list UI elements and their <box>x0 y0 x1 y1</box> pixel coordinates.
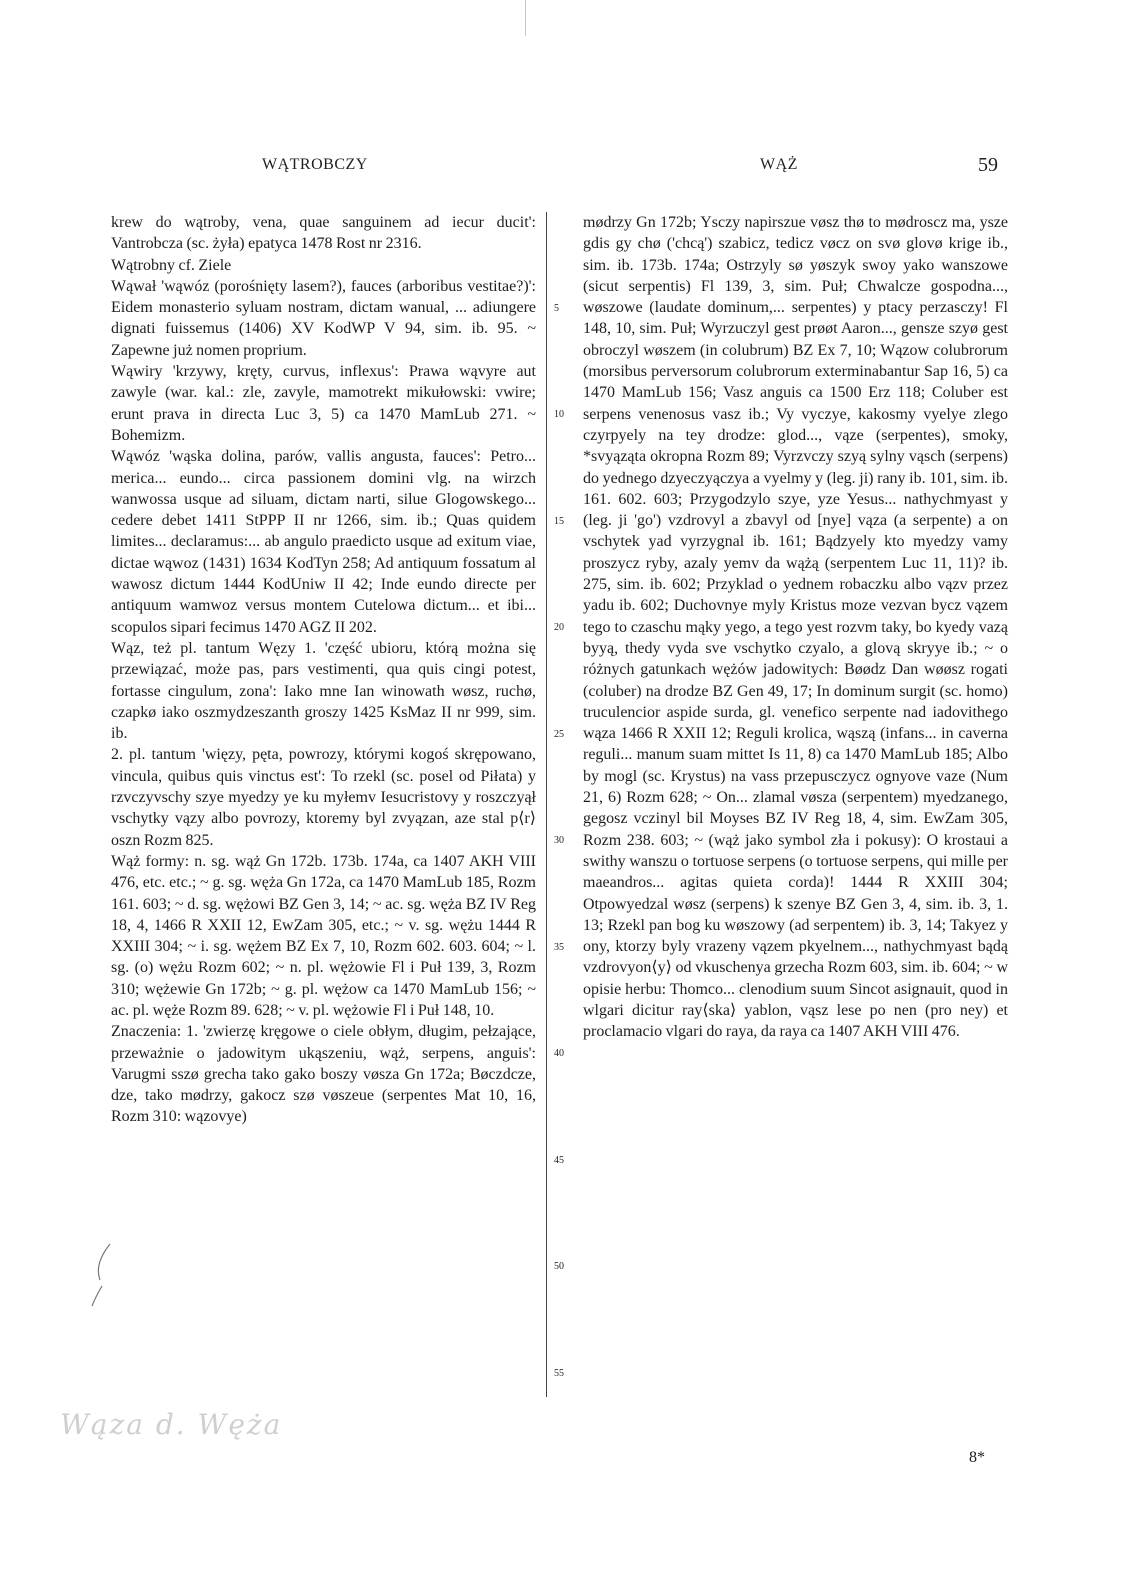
entry-text: Wąwóz 'wąska dolina, parów, vallis angusta, fauces': Petro... merica... eundo... circa passionem domini vlg. na wirzch wanwossa usque ad siluam, dictam narti, silue Glogowskego... cedere debet 1411 StPPP II nr 1266, sim. ib.; Quas quidem limites... declaramus:... ab angulo praedicto usque ad exitum viae, dictae wąwoz (1431) 1634 KodTyn 258; Ad antiquum fossatum al wawosz dictum 1444 KodUniw II 42; Inde eundo directe per antiquum wamwoz versus montem Cutelowa dictum... et ibi... scopulos sipari fecimus 1470 AGZ II 202. <box>111 448 536 636</box>
line-number: 20 <box>554 622 564 633</box>
line-number: 30 <box>554 835 564 846</box>
line-number: 45 <box>554 1155 564 1166</box>
running-head-right: WĄŻ <box>760 156 798 173</box>
line-number: 40 <box>554 1048 564 1059</box>
entry-text: Wątrobny cf. Ziele <box>111 256 232 274</box>
margin-bracket-mark <box>88 1240 118 1310</box>
entry-text: 2. pl. tantum 'więzy, pęta, powrozy, którymi kogoś skrępowano, vincula, quibus quis vinctus est': To rzekl (sc. posel od Piłata) y rzvczyvschy szye myedzy ye ku myłemv Iesucristovy y roszczyął vschytky vązy albo povrozy, ktoremy byl zvyązan, aze stal p⟨r⟩oszn Rozm 825. <box>111 746 536 849</box>
entry-text: Wąwał 'wąwóz (porośnięty lasem?), fauces (arboribus vestitae?)': Eidem monasterio syluam nostram, dictam wanual, ... adiungere dignati fuissemus (1406) XV KodWP V 94, sim. ib. 95. ~ Zapewne już nomen proprium. <box>111 277 536 359</box>
running-head-left: WĄTROBCZY <box>262 156 368 173</box>
entry-text: Znaczenia: 1. 'zwierzę kręgowe o ciele obłym, długim, pełzające, przeważnie o jadowitym ukąszeniu, wąż, serpens, anguis': Varugmi sszø grecha tako gako boszy vøsza Gn 172a; Bøczdcze, dze, tako mødrzy, gakocz szø vøszeue (serpentes Mat 10, 16, Rozm 310: wązovye) <box>111 1023 536 1126</box>
entry-text: mødrzy Gn 172b; Ysczy napirszue vøsz thø to mødroscz ma, ysze gdis gy chø ('chcą') szabicz, tedicz vøcz on svø glovø krige ib., sim. ib. 173b. 174a; Ostrzyly sø yøszyk swoy yako wanszowe (sicut serpentis) Fl 139, 3, sim. Puł; Chwalcze gospodna..., wøszowe (laudate dominum,... serpentes) y ptacy perzasczy! Fl 148, 10, sim. Puł; Wyrzuczyl gest prøøt Aaron..., gensze szyø gest obroczyl wøszem (in colubrum) BZ Ex 7, 10; Wązow colubrorum (morsibus perversorum colubrorum exterminabantur Sap 16, 5) ca 1470 MamLub 156; Vasz anguis ca 1500 Erz 118; Coluber est serpens venenosus vasz ib.; Vy vyczye, kakosmy vyelye zlego czyrpyely na tey drodze: glod..., vąze (serpentes), smoky, *svyąząta okropna Rozm 89; Vyrzvczy szyą sylny vąsch (serpens) do yednego dzyeczyączya a vyelmy y (leg. ji) rany ib. 101, sim. ib. 161. 602. 603; Przygodzylo szye, yze Yesus... nathychmyast y (leg. ji 'go') vzdrovyl a zbavyl od [nye] vąza (a serpente) a on vschytek yad vyrzygnal ib. 161; Bądzyely kto myedzy vamy proszycz ryby, azaly yemv da wążą (serpentem Luc 11, 11)? ib. 275, sim. ib. 602; Przyklad o yednem robaczku albo vązv przez yadu ib. 602; Duchovnye myly Kristus moze vezvan bycz vązem tego to czaschu mąky yego, a tego yest rozvm taky, bo kyedy vazą byyą, thedy vyda sve vschytko czyalo, a glovą skryye ib.; ~ o różnych gatunkach wężów jadowitych: Bøødz Dan wøøsz rogati (coluber) na drodze BZ Gen 49, 17; In dominum surgit (sc. homo) truculencior aspide surda, gl. venefico serpente nad iadovithego wąza 1466 R XXII 12; Reguli krolica, wąszą (infans... in caverna reguli... manum suam mittet Is 11, 8) ca 1470 MamLub 185; Albo by mogl (sc. Krystus) na vass przepusczycz ognyove vaze (Num 21, 6) Rozm 628; ~ On... zlamal vøsza (serpentem) myedzanego, gegosz vczinyl bil Moyses BZ IV Reg 18, 4, sim. EwZam 305, Rozm 238. 603; ~ (wąż jako symbol zła i pokusy): O krostaui a swithy wanszu o tortuose serpens (o tortuose serpens, qui mille per maeandros... agitas quieta corda)! 1444 R XXIII 304; Otpowyedzal wøsz (serpens) k szenye BZ Gen 3, 4, sim. ib. 3, 1. 13; Rzekl pan bog ku wøszowy (ad serpentem) ib. 3, 14; Takyez y ony, ktorzy byly vrazeny vązem pkyelnem..., nathychmyast bądą vzdrovyon⟨y⟩ od vkuschenya grzecha Rozm 603, sim. ib. 604; ~ w opisie herbu: Thomco... clenodium suum Sincot asignauit, quod in wlgari dicitur ray⟨ska⟩ yablon, vąsz lese po nen (pro ney) et proclamacio vlgari do raya, da raya ca 1407 AKH VIII 476. <box>583 214 1008 1041</box>
line-number: 50 <box>554 1261 564 1272</box>
line-number: 10 <box>554 409 564 420</box>
entry-text: Wąż formy: n. sg. wąż Gn 172b. 173b. 174a, ca 1407 AKH VIII 476, etc. etc.; ~ g. sg. węża Gn 172a, ca 1470 MamLub 185, Rozm 161. 603; ~ d. sg. wężowi BZ Gen 3, 14; ~ ac. sg. węża BZ IV Reg 18, 4, 1466 R XXII 12, EwZam 305, etc.; ~ v. sg. wężu 1444 R XXIII 304; ~ i. sg. wężem BZ Ex 7, 10, Rozm 602. 603. 604; ~ l. sg. (o) wężu Rozm 602; ~ n. pl. wężowie Fl i Puł 139, 3, Rozm 310; wężewie Gn 172b; ~ g. pl. wężow ca 1470 MamLub 156; ~ ac. pl. węże Rozm 89. 628; ~ v. pl. wężowie Fl i Puł 148, 10. <box>111 852 536 1019</box>
line-number: 25 <box>554 729 564 740</box>
entry-text: Wąz, też pl. tantum Węzy 1. 'część ubioru, którą można się przewiązać, może pas, pars vestimenti, qua quis cingi potest, fortasse cingulum, zona': Iako mne Ian winowath wøsz, ruchø, czapkø iako oszmydzeszanth groszy 1425 KsMaz II nr 999, sim. ib. <box>111 639 536 743</box>
scan-mark <box>525 0 526 36</box>
line-number: 35 <box>554 942 564 953</box>
column-rule <box>546 212 547 1397</box>
line-number: 15 <box>554 516 564 527</box>
line-number: 55 <box>554 1368 564 1379</box>
page-number: 59 <box>978 154 998 176</box>
entry-text: Wąwiry 'krzywy, kręty, curvus, inflexus': Prawa wąvyre aut zawyle (war. kal.: zle, zavyle, mamotrekt mikułowski: vwire; erunt prava in directa Luc 3, 5) ca 1470 MamLub 271. ~ Bohemizm. <box>111 363 536 444</box>
right-column <box>583 212 1008 1043</box>
handwritten-note: Wąza d. Węża <box>60 1408 283 1441</box>
left-column <box>111 212 536 1128</box>
line-number: 5 <box>554 303 559 314</box>
entry-text: krew do wątroby, vena, quae sanguinem ad iecur ducit': Vantrobcza (sc. żyła) epatyca 1478 Rost nr 2316. <box>111 214 536 253</box>
signature-mark: 8* <box>969 1449 985 1466</box>
